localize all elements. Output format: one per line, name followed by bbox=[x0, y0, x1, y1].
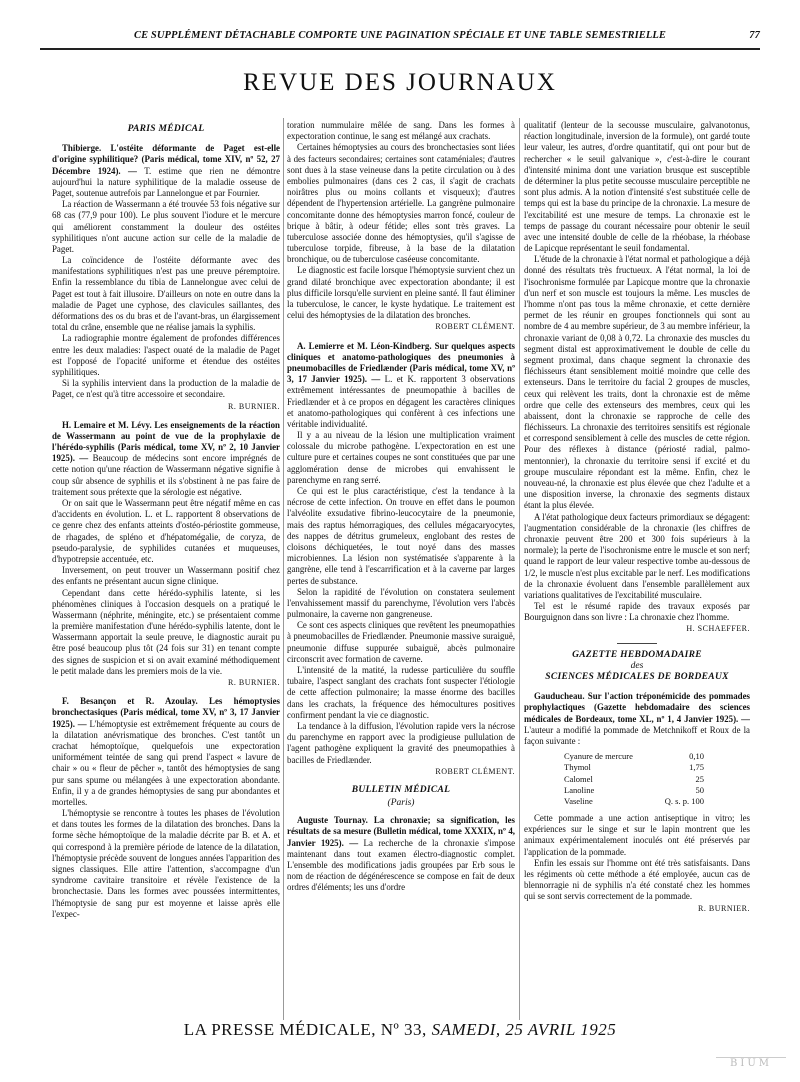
article-head: F. Besançon et R. Azoulay. Les hémoptysies bronchectasiques (Paris médical, tome XV, nº 3, 17 Janvier 1925). — bbox=[52, 696, 280, 729]
author-signature: H. SCHAEFFER. bbox=[686, 624, 750, 634]
article bbox=[52, 143, 280, 412]
footer bbox=[0, 1020, 800, 1040]
section-title: BULLETIN MÉDICAL bbox=[351, 784, 451, 795]
paragraph: L'hémoptysie est extrêmement fréquente au cours de la dilatation anévrismatique des bronches. C'est tantôt un crachat hémoptoïque, quelquefois une expectoration uniformément teintée de sang qui prend l'aspect « lavure de chair » ou « fleur de pêcher », tantôt des hémoptysies de sang pur sans spume ou mélangées à une expectoration abondante. Enfin, il y a de grandes hémoptysies de sang pur abondantes et mortelles. bbox=[52, 718, 280, 807]
paragraph: Il y a au niveau de la lésion une multiplication vraiment colossale du microbe pathogène. L'expectoration en est une culture pure et certaines coupes ne sont constituées que par une agglomération dense de microbes qui envahissent le parenchyme en rang serré. bbox=[287, 430, 515, 485]
paragraph: L'intensité de la matité, la rudesse particulière du souffle tubaire, l'aspect sanglant des crachats font suspecter l'étiologie de cette affection pulmonaire; la masse énorme des bacilles dans les crachats, la fréquence des hémocultures positives confirment pendant la vie ce diagnostic. bbox=[287, 665, 515, 720]
article-head: H. Lemaire et M. Lévy. Les enseignements de la réaction de Wassermann au point de vue de la prophylaxie de l'hérédo-syphilis (Paris médical, tome XV, nº 2, 10 Janvier 1925). — bbox=[52, 419, 280, 464]
paragraph: Certaines hémoptysies au cours des bronchectasies sont liées à des facteurs secondaires; certaines sont cataméniales; d'autres sont dues à la stase veineuse dans la petite circulation ou à des embolies pulmonaires (dans ces 2 cas, il s'agit de crachats noirâtres plus ou moins collants et visqueux); d'autres dépendent de l'hypertension artérielle. La gangrène pulmonaire concomitante donne des hémoptysies marron foncé, couleur de brique à bâtir, à odeur fétide; elles sont très graves. La tuberculose associée donne des hémoptysies, qu'il s'agisse de tuberculose torpide, fibreuse, à la base de la dilatation bronchique, ou de tuberculose caséeuse concomitante. bbox=[287, 142, 515, 265]
page-number: 77 bbox=[749, 30, 760, 41]
paragraph: La radiographie montre également de profondes différences entre les deux maladies: l'aspect ouaté de la maladie de Paget est l'opposé de l'opacité uniforme et étendue des ostéites syphilitiques. bbox=[52, 333, 280, 377]
author-signature: ROBERT CLÉMENT. bbox=[435, 322, 515, 332]
author-signature: R. BURNIER. bbox=[698, 903, 750, 913]
paragraph: Le diagnostic est facile lorsque l'hémoptysie survient chez un grand dilaté bronchique avec expectoration abondante; il est plus difficile lorsqu'elle survient en pleine santé. Il faut éliminer la tuberculose, le cancer, le kyste hydatique. Le traitement est celui des hémoptysies de la dilatation des bronches. bbox=[287, 265, 515, 321]
paragraph: Si la syphilis intervient dans la production de la maladie de Paget, ce n'est qu'à titre accessoire et secondaire. bbox=[52, 378, 280, 400]
running-head-text: CE SUPPLÉMENT DÉTACHABLE COMPORTE UNE PAGINATION SPÉCIALE ET UNE TABLE SEMESTRIELLE bbox=[133, 30, 667, 41]
author-signature: ROBERT CLÉMENT. bbox=[435, 766, 515, 776]
paragraph: L'étude de la chronaxie à l'état normal et pathologique a déjà donné des résultats très fructueux. A l'état normal, la loi de l'isochronisme formulée par Lapicque montre que la chronaxie d'un nerf et son muscle est toujours la même. Les muscles de l'homme n'ont pas tous la même chronaxie, et cette dernière permet de les réunir en groupes fonctionnels qui sont au nombre de 4 au membre supérieur, de 3 au membre inférieur, la chronaxie variant de 0,08 à 0,72. La chronaxie des muscles du segment distal est approximativement le double de celle du segment proximal, dans chaque segment la chronaxie des fléchisseurs étant sensiblement moitié moindre que celle des extenseurs. Dans le territoire du facial 2 groupes de muscles, ceux qui relèvent les traits, dont la chronaxie est de même ordre que celle des extenseurs des membres, ceux qui les abaissent, dont la chronaxie se rapproche de celle des fléchisseurs. La chronaxie des territoires sensitifs est régionale et correspond sensiblement à celle des muscles de cette région. Pour des réflexes à distance (périosté radial, palmo-mentonnier), la chronaxie du territoire sensi if excité et du groupe musculaire répondant est la même. Enfin, chez le nouveau-né, la chronaxie est plus élevée que chez l'adulte et a une disposition inverse, la chronaxie des segments distaux étant la plus élevée. bbox=[524, 254, 750, 511]
paragraph: Cette pommade a une action antiseptique in vitro; les expériences sur le singe et sur le lapin montrent que les animaux expérimentalement inoculés ont été préservés par l'application de la pommade. bbox=[524, 813, 750, 857]
paragraph: Beaucoup de médecins sont encore imprégnés de cette notion qu'une réaction de Wassermann négative signifie à coup sûr absence de syphilis et ils s'obstinent à ne pas faire de traitement sous prétexte que la sérologie est négative. bbox=[52, 453, 280, 497]
column-divider bbox=[283, 118, 284, 1020]
author-signature: R. BURNIER. bbox=[228, 401, 280, 411]
formula-row bbox=[564, 774, 704, 785]
header-rule bbox=[40, 48, 760, 50]
article bbox=[287, 341, 515, 777]
ingredient-name: Lanoline bbox=[564, 784, 595, 795]
paragraph: La coïncidence de l'ostéite déformante avec des manifestations syphilitiques n'est pas une preuve péremptoire. Enfin la ressemblance du tibia de Lannelongue avec celui de Paget est tout à fait illusoire. D'ailleurs on note en outre dans la maladie de Paget une cyphose, des clavicules saillantes, des déformations des os du bras et de l'avant-bras, un élargissement total du crâne, ensemble que ne réalise jamais la syphilis. bbox=[52, 255, 280, 333]
ingredient-quantity: 25 bbox=[695, 773, 704, 784]
paragraph: T. estime que rien ne démontre aujourd'hui la nature syphilitique de la maladie osseuse de Paget, soutenue autrefois par Lannelongue et par Fournier. bbox=[52, 165, 280, 198]
paragraph: Cependant dans cette hérédo-syphilis latente, si les phénomènes cliniques à l'occasion desquels on a pratiqué le Wassermann (néphrite, méningite, etc.) se présentaient comme la première manifestation d'une hérédo-syphilis latente, dont le Wassermann apportait la seule preuve, le diagnostic aurait pu être posé beaucoup plus tôt (24 fois sur 31) en tenant compte des signes de suspicion et si on avait examiné méthodiquement le petit malade dans les premiers mois de la vie. bbox=[52, 587, 280, 676]
ingredient-quantity: 1,75 bbox=[689, 762, 704, 773]
article-head: Thibierge. L'ostéite déformante de Paget est-elle d'origine syphilitique? (Paris médical, tome XIV, nº 52, 27 Décembre 1924). — bbox=[52, 143, 280, 176]
paragraph: Selon la rapidité de l'évolution on constatera seulement l'envahissement massif du parenchyme, l'évolution vers l'abcès pulmonaire, la caverne non gangreneuse. bbox=[287, 586, 515, 620]
journal-issue: LA PRESSE MÉDICALE, Nº 33, bbox=[183, 1020, 427, 1039]
paragraph: Inversement, on peut trouver un Wassermann positif chez des enfants ne présentant aucun signe clinique. bbox=[52, 565, 280, 587]
paragraph: Ce qui est le plus caractéristique, c'est la tendance à la nécrose de cette infection. On trouve en effet dans le poumon l'alvéolite exsudative fibrino-leucocytaire de la pneumonie, mais des raptus hémorragiques, des cellules mégacaryocytes, des nappes de détritus grumeleux, englobant des restes de cloisons déchiquetées, le tout noyé dans des masses microbiennes. La lésion non systématisée s'apparente à la gangrène, elle tend à l'escarrification et à la caverne par larges pertes de substance. bbox=[287, 486, 515, 586]
ingredient-quantity: 0,10 bbox=[689, 751, 704, 762]
formula-row bbox=[564, 785, 704, 796]
paragraph: Ce sont ces aspects cliniques que revêtent les pneumopathies à pneumobacilles de Friedlænder. Pneumonie massive suraiguë, pneumonie diffuse suppurée subaiguë, abcès pulmonaire circonscrit avec formation de caverne. bbox=[287, 620, 515, 664]
ingredient-name: Calomel bbox=[564, 773, 593, 784]
paragraph: qualitatif (lenteur de la secousse musculaire, galvanotonus, réaction longitudinale, inversion de la formule), ont gardé toute leur valeur, les autres, d'ordre quantitatif, qui ont pour but de rechercher « le seuil galvanique », c'est-à-dire le courant d'intensité minima dont une variation brusque est susceptible de déterminer la plus petite secousse musculaire perceptible ne sont plus admis. A la notion d'intensité s'est substituée celle de temps qui est la base du principe de la chronaxie. La mesure de l'excitabilité est une mesure de temps. La chronaxie est le temps de passage du courant nécessaire pour obtenir le seuil avec une intensité double de celle de la rhéobase, la rhéobase de Lapicque représentant le seuil fondamental. bbox=[524, 120, 750, 254]
author-signature: R. BURNIER. bbox=[228, 678, 280, 687]
formula-table bbox=[564, 751, 750, 807]
article-head: A. Lemierre et M. Léon-Kindberg. Sur quelques aspects cliniques et anatomo-pathologiques des pneumonies à pneumobacilles de Friedlænder (Paris médical, tome XV, nº 3, 17 Janvier 1925). — bbox=[287, 340, 515, 385]
article-head: Auguste Tournay. La chronaxie; sa signification, les résultats de sa mesure (Bulletin médical, tome XXXIX, nº 4, Janvier 1925). — bbox=[287, 815, 515, 848]
paragraph: Tel est le résumé rapide des travaux exposés par Bourguignon dans son livre : La chronaxie chez l'homme. bbox=[524, 601, 750, 623]
running-head bbox=[40, 30, 760, 48]
section-subtitle: (Paris) bbox=[387, 798, 415, 809]
article bbox=[52, 696, 280, 920]
paragraph: L. et K. rapportent 3 observations extrêmement intéressantes de pneumopathie à bacilles de Friedlænder et à ce propos en dégagent les caractères cliniques et anatomo-pathologiques qui confèrent à ces infections une véritable individualité. bbox=[287, 374, 515, 429]
paragraph: Or on sait que le Wassermann peut être négatif même en cas d'accidents en évolution. L. et L. rapportent 8 observations de ce genre chez des enfants atteints d'ostéo-périostite gommeuse, de rhagades, de spléno et d'hépatomégalie, de coryza, de pseudo-paralysie, de syphilides cutanées et muqueuses, d'hypotrepsie accentuée, etc. bbox=[52, 498, 280, 564]
section-title: SCIENCES MÉDICALES DE BORDEAUX bbox=[545, 672, 729, 682]
ingredient-quantity: 50 bbox=[695, 784, 704, 795]
page-title: REVUE DES JOURNAUX bbox=[243, 69, 557, 96]
paragraph: La tendance à la diffusion, l'évolution rapide vers la nécrose du parenchyme en rapport avec la prodigieuse pullulation de l'agent pathogène expliquent la gravité des pneumopathies à bacilles de Friedlænder. bbox=[287, 720, 515, 765]
formula-row bbox=[564, 751, 704, 762]
section-title: PARIS MÉDICAL bbox=[127, 124, 205, 134]
ingredient-quantity: Q. s. p. 100 bbox=[664, 795, 704, 806]
article bbox=[287, 120, 515, 333]
section-title: GAZETTE HEBDOMADAIRE bbox=[572, 649, 702, 660]
formula-row bbox=[564, 762, 704, 773]
ingredient-name: Cyanure de mercure bbox=[564, 751, 633, 762]
column-2 bbox=[287, 120, 515, 1022]
paragraph: toration nummulaire mêlée de sang. Dans les formes à expectoration continue, le sang est mélangé aux crachats. bbox=[287, 120, 515, 142]
column-divider bbox=[519, 118, 520, 1020]
formula-row bbox=[564, 796, 704, 807]
paragraph: L'hémoptysie se rencontre à toutes les phases de l'évolution et dans toutes les formes de la dilatation des bronches. Dans la forme sèche hémoptoïque de la maladie décrite par B. et A. et qui correspond à la première période de latence de la dilatation, l'hémoptysie précède souvent de longues années l'apparition des signes classiques. Elle attire l'attention, s'accompagne d'un syndrome cavitaire transitoire et révèle l'existence de la bronchectasie. Dans les formes avec poussées intermittentes, l'hémoptysie de sang pur est moyenne et laisse après elle l'expec- bbox=[52, 808, 280, 919]
article bbox=[52, 420, 280, 689]
paragraph: La recherche de la chronaxie s'impose maintenant dans tout examen électro-diagnostic complet. L'ensemble des modifications jadis groupées par Erb sous le nom de réaction de dégénérescence se compose en fait de deux ordres d'éléments; les uns d'ordre bbox=[287, 837, 515, 893]
ingredient-name: Vaseline bbox=[564, 795, 593, 806]
ingredient-name: Thymol bbox=[564, 762, 591, 773]
issue-date: SAMEDI, 25 AVRIL 1925 bbox=[431, 1020, 617, 1039]
paragraph: La réaction de Wassermann a été trouvée 53 fois négative sur 68 cas (77,9 pour 100). Le plus souvent l'iodure et le mercure qui améliorent constamment la douleur des ostéites syphilitiques n'ont aucune action sur celle de la maladie de Paget. bbox=[52, 199, 280, 254]
section-connector: des bbox=[630, 660, 644, 671]
article bbox=[524, 691, 750, 914]
column-3 bbox=[524, 120, 750, 1022]
article bbox=[287, 815, 515, 893]
library-stamp: BIUM bbox=[716, 1057, 786, 1076]
paragraph: L'auteur a modifié la pommade de Metchnikoff et Roux de la façon suivante : bbox=[524, 724, 750, 746]
paragraph: Enfin les essais sur l'homme ont été très satisfaisants. Dans les régiments où cette méthode a été employée, aucun cas de blennorragie ni de syphilis n'a été constaté chez les hommes qui se sont servis correctement de la pommade. bbox=[524, 857, 750, 902]
column-1 bbox=[52, 120, 280, 1022]
separator-rule bbox=[617, 643, 657, 644]
article bbox=[524, 120, 750, 635]
paragraph: A l'état pathologique deux facteurs primordiaux se dégagent: l'augmentation considérable de la chronaxie (les chiffres de chronaxie peuvent être 200 et 300 fois supérieurs à la normale); la perte de l'isochronisme entre le muscle et son nerf; quand le rapport de leur valeur respective tombe au-dessous de 1/2, le muscle n'est plus excitable par le nerf. Les modifications de la chronaxie évoluent dans l'ensemble parallèlement aux variations qualitatives de l'excitabilité musculaire. bbox=[524, 511, 750, 600]
article-head: Gauducheau. Sur l'action tréponémicide des pommades prophylactiques (Gazette hebdomadaire des sciences médicales de Bordeaux, tome XL, nº 1, 4 Janvier 1925). — bbox=[524, 691, 750, 724]
